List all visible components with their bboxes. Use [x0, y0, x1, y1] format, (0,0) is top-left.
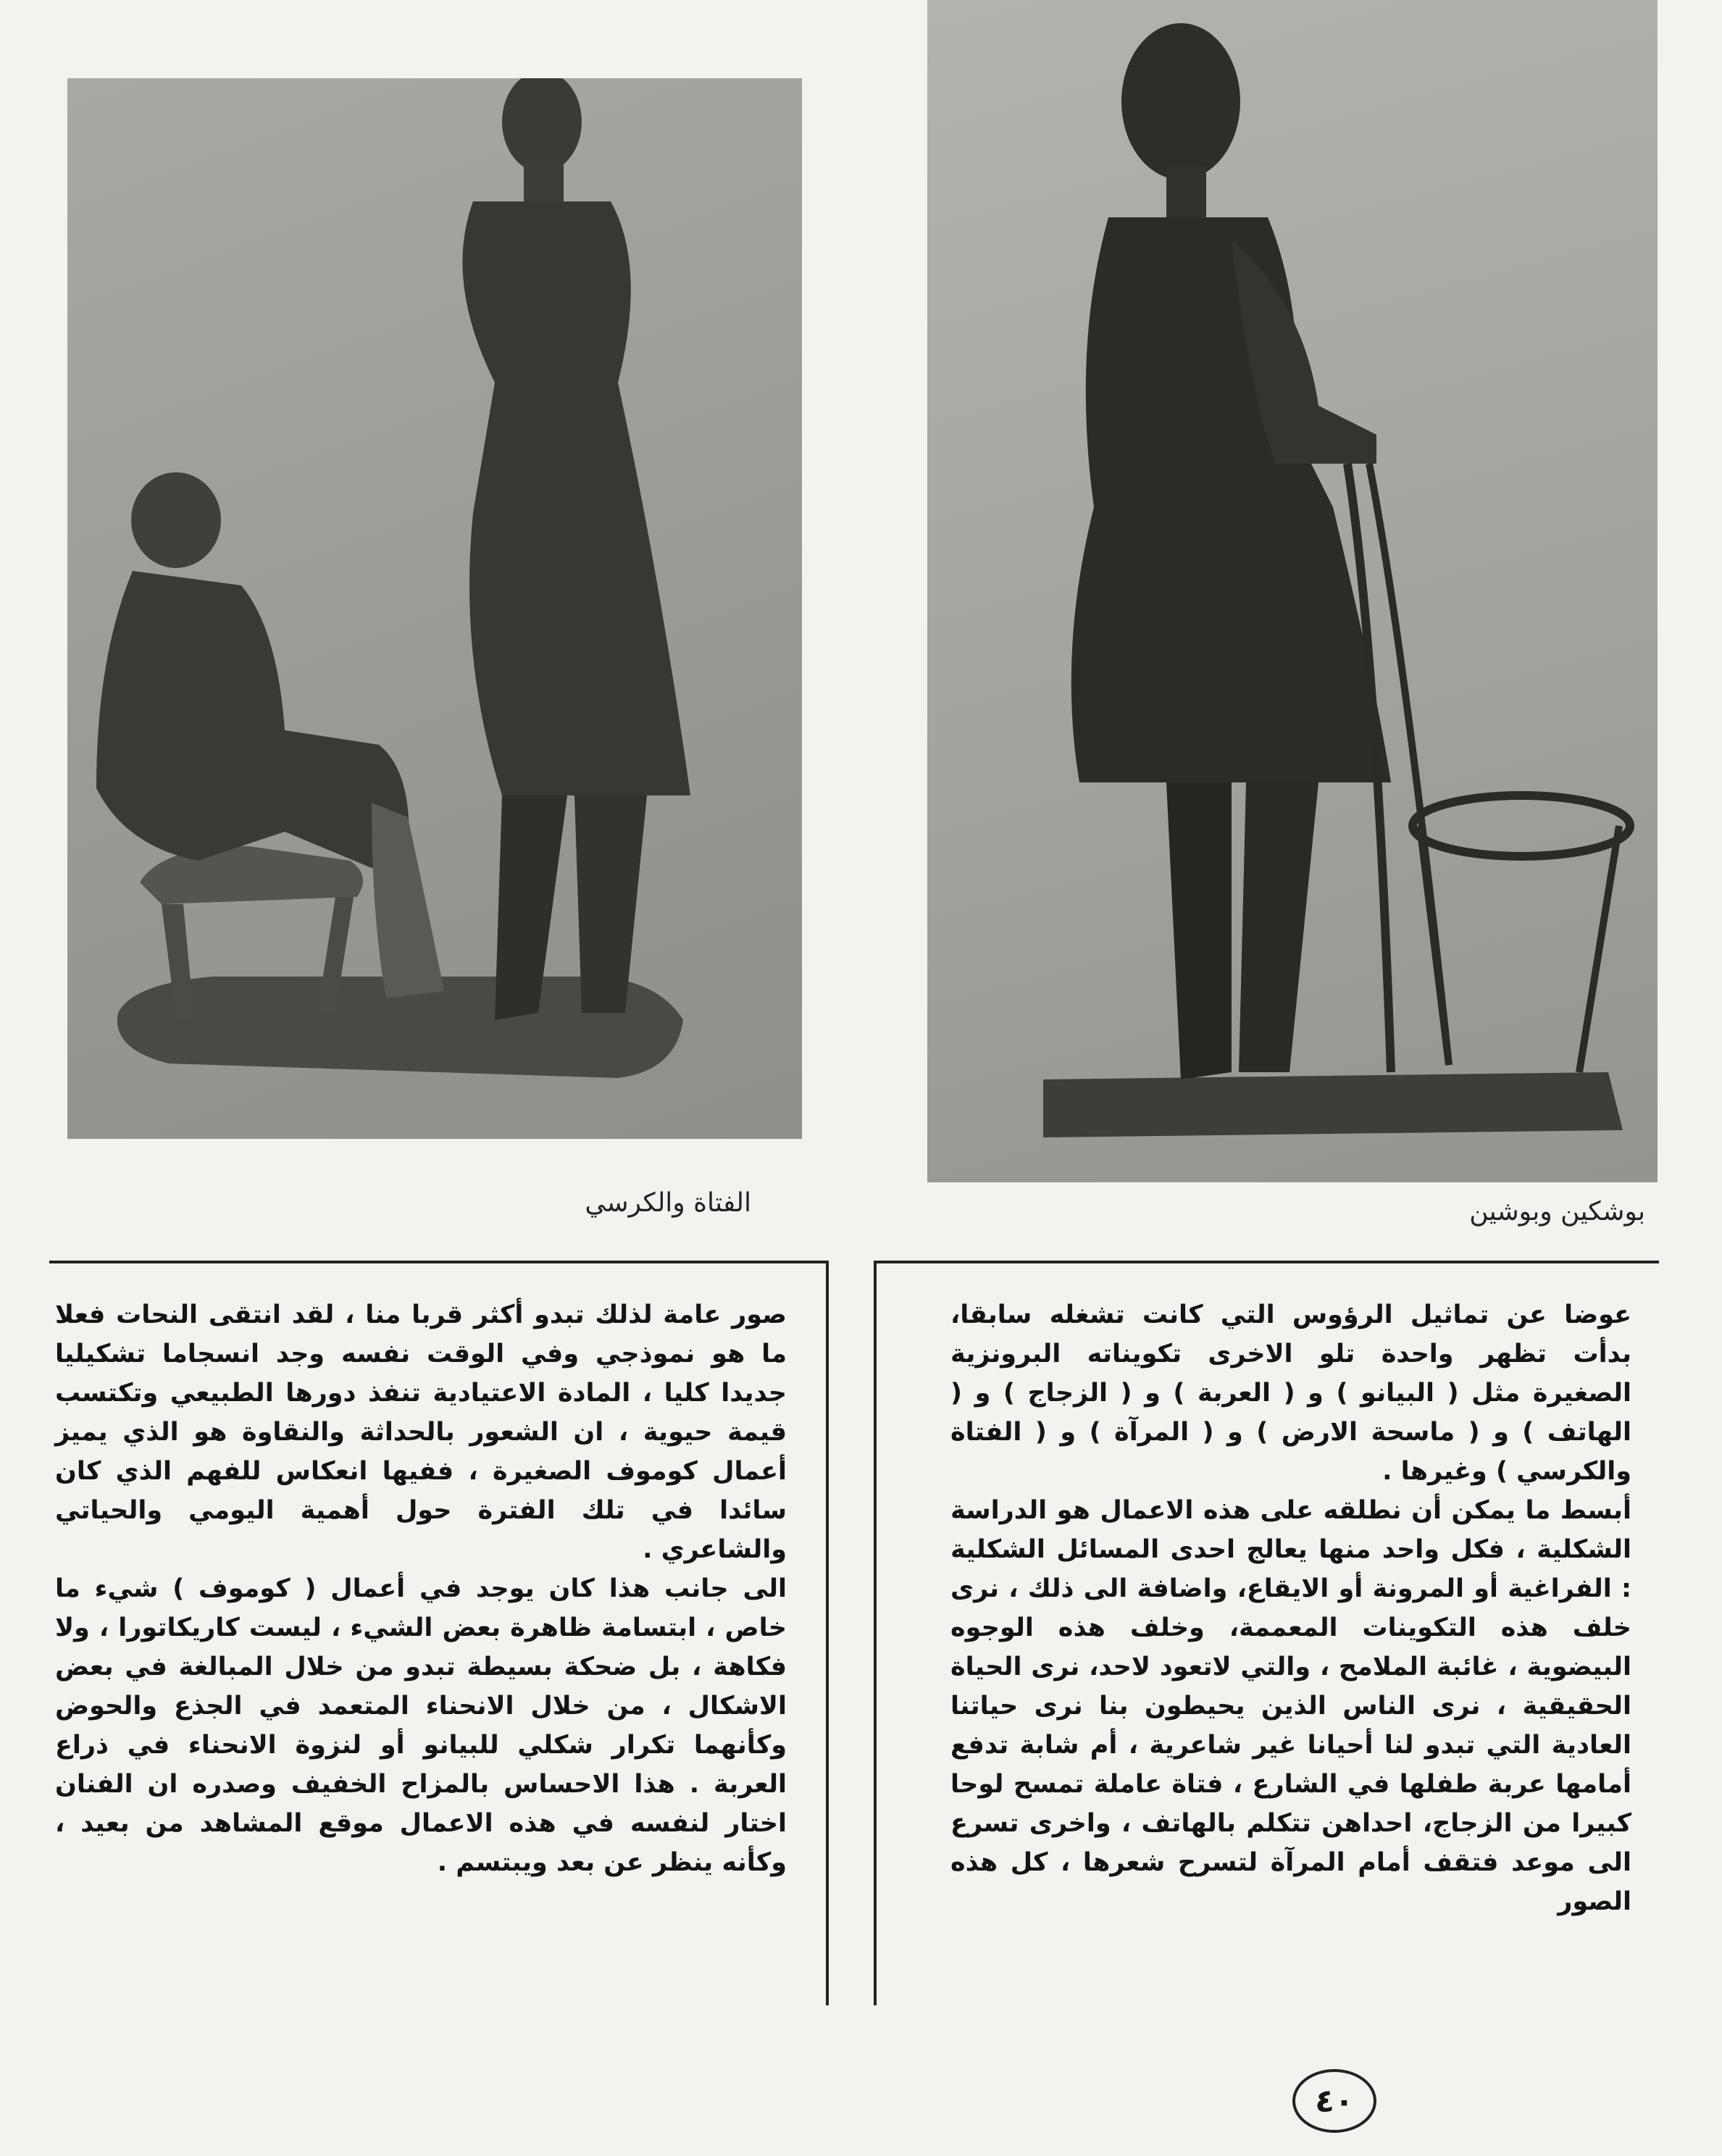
sculpture-photo-girl-leaning	[927, 0, 1658, 1182]
paragraph: أبسط ما يمكن أن نطلقه على هذه الاعمال هو الدراسة الشكلية ، فكل واحد منها يعالج احدى المسائل الشكلية : الفراغية أو المرونة أو الايقاع، واضافة الى ذلك ، نرى خلف هذه التكوينات المعممة، وخلف هذه الوجوه البيضوية ، غائبة الملامح ، والتي لاتعود لاحد، نرى الحياة الحقيقية ، نرى الناس الذين يحيطون بنا نرى حياتنا العادية التي تبدو لنا أحيانا غير شاعرية ، أم شابة تدفع أمامها عربة طفلها في الشارع ، فتاة عاملة تمسح لوحا كبيرا من الزجاج، احداهن تتكلم بالهاتف ، واخرى تسرع الى موعد فتقف أمام المرآة لتسرح شعرها ، كل هذه الصور	[950, 1496, 1631, 1916]
caption-girl-and-chair: الفتاة والكرسي	[585, 1188, 751, 1218]
sculpture-photo-girl-and-chair	[67, 78, 802, 1139]
paragraph: صور عامة لذلك تبدو أكثر قربا منا ، لقد انتقى النحات فعلا ما هو نموذجي وفي الوقت نفسه وجد انسجاما تشكيليا جديدا كليا ، المادة الاعتيادية تنفذ دورها الطبيعي وتكتسب قيمة حيوية ، ان الشعور بالحداثة والنقاوة هو الذي يميز أعمال كوموف الصغيرة ، ففيها انعكاس للفهم الذي كان سائدا في تلك الفترة حول أهمية اليومي والحياتي والشاعري .	[55, 1300, 787, 1564]
paragraph: الى جانب هذا كان يوجد في أعمال ( كوموف ) شيء ما خاص ، ابتسامة ظاهرة بعض الشيء ، ليست كاريكاتورا ، ولا فكاهة ، بل ضحكة بسيطة تبدو من خلال المبالغة في بعض الاشكال ، من خلال الانحناء المتعمد في الجذع والحوض وكأنهما تكرار شكلي للبيانو أو لنزوة الانحناء في ذراع العربة . هذا الاحساس بالمزاح الخفيف وصدره ان الفنان اختار لنفسه في هذه الاعمال موقع المشاهد من بعيد ، وكأنه ينظر عن بعد ويبتسم .	[55, 1574, 787, 1877]
article-column-right	[950, 1295, 1631, 1921]
paragraph: عوضا عن تماثيل الرؤوس التي كانت تشغله سابقا، بدأت تظهر واحدة تلو الاخرى تكويناته البرونزية الصغيرة مثل ( البيانو ) و ( العربة ) و ( الزجاج ) و ( الهاتف ) و ( ماسحة الارض ) و ( المرآة ) و ( الفتاة والكرسي ) وغيرها .	[950, 1300, 1631, 1486]
caption-pushkin: بوشكين وبوشين	[1469, 1197, 1645, 1227]
article-column-left	[55, 1295, 787, 1882]
sculpture-illustration-left	[67, 78, 802, 1139]
sculpture-illustration-right	[927, 0, 1658, 1182]
page-number: ٤٠	[1292, 2069, 1376, 2133]
